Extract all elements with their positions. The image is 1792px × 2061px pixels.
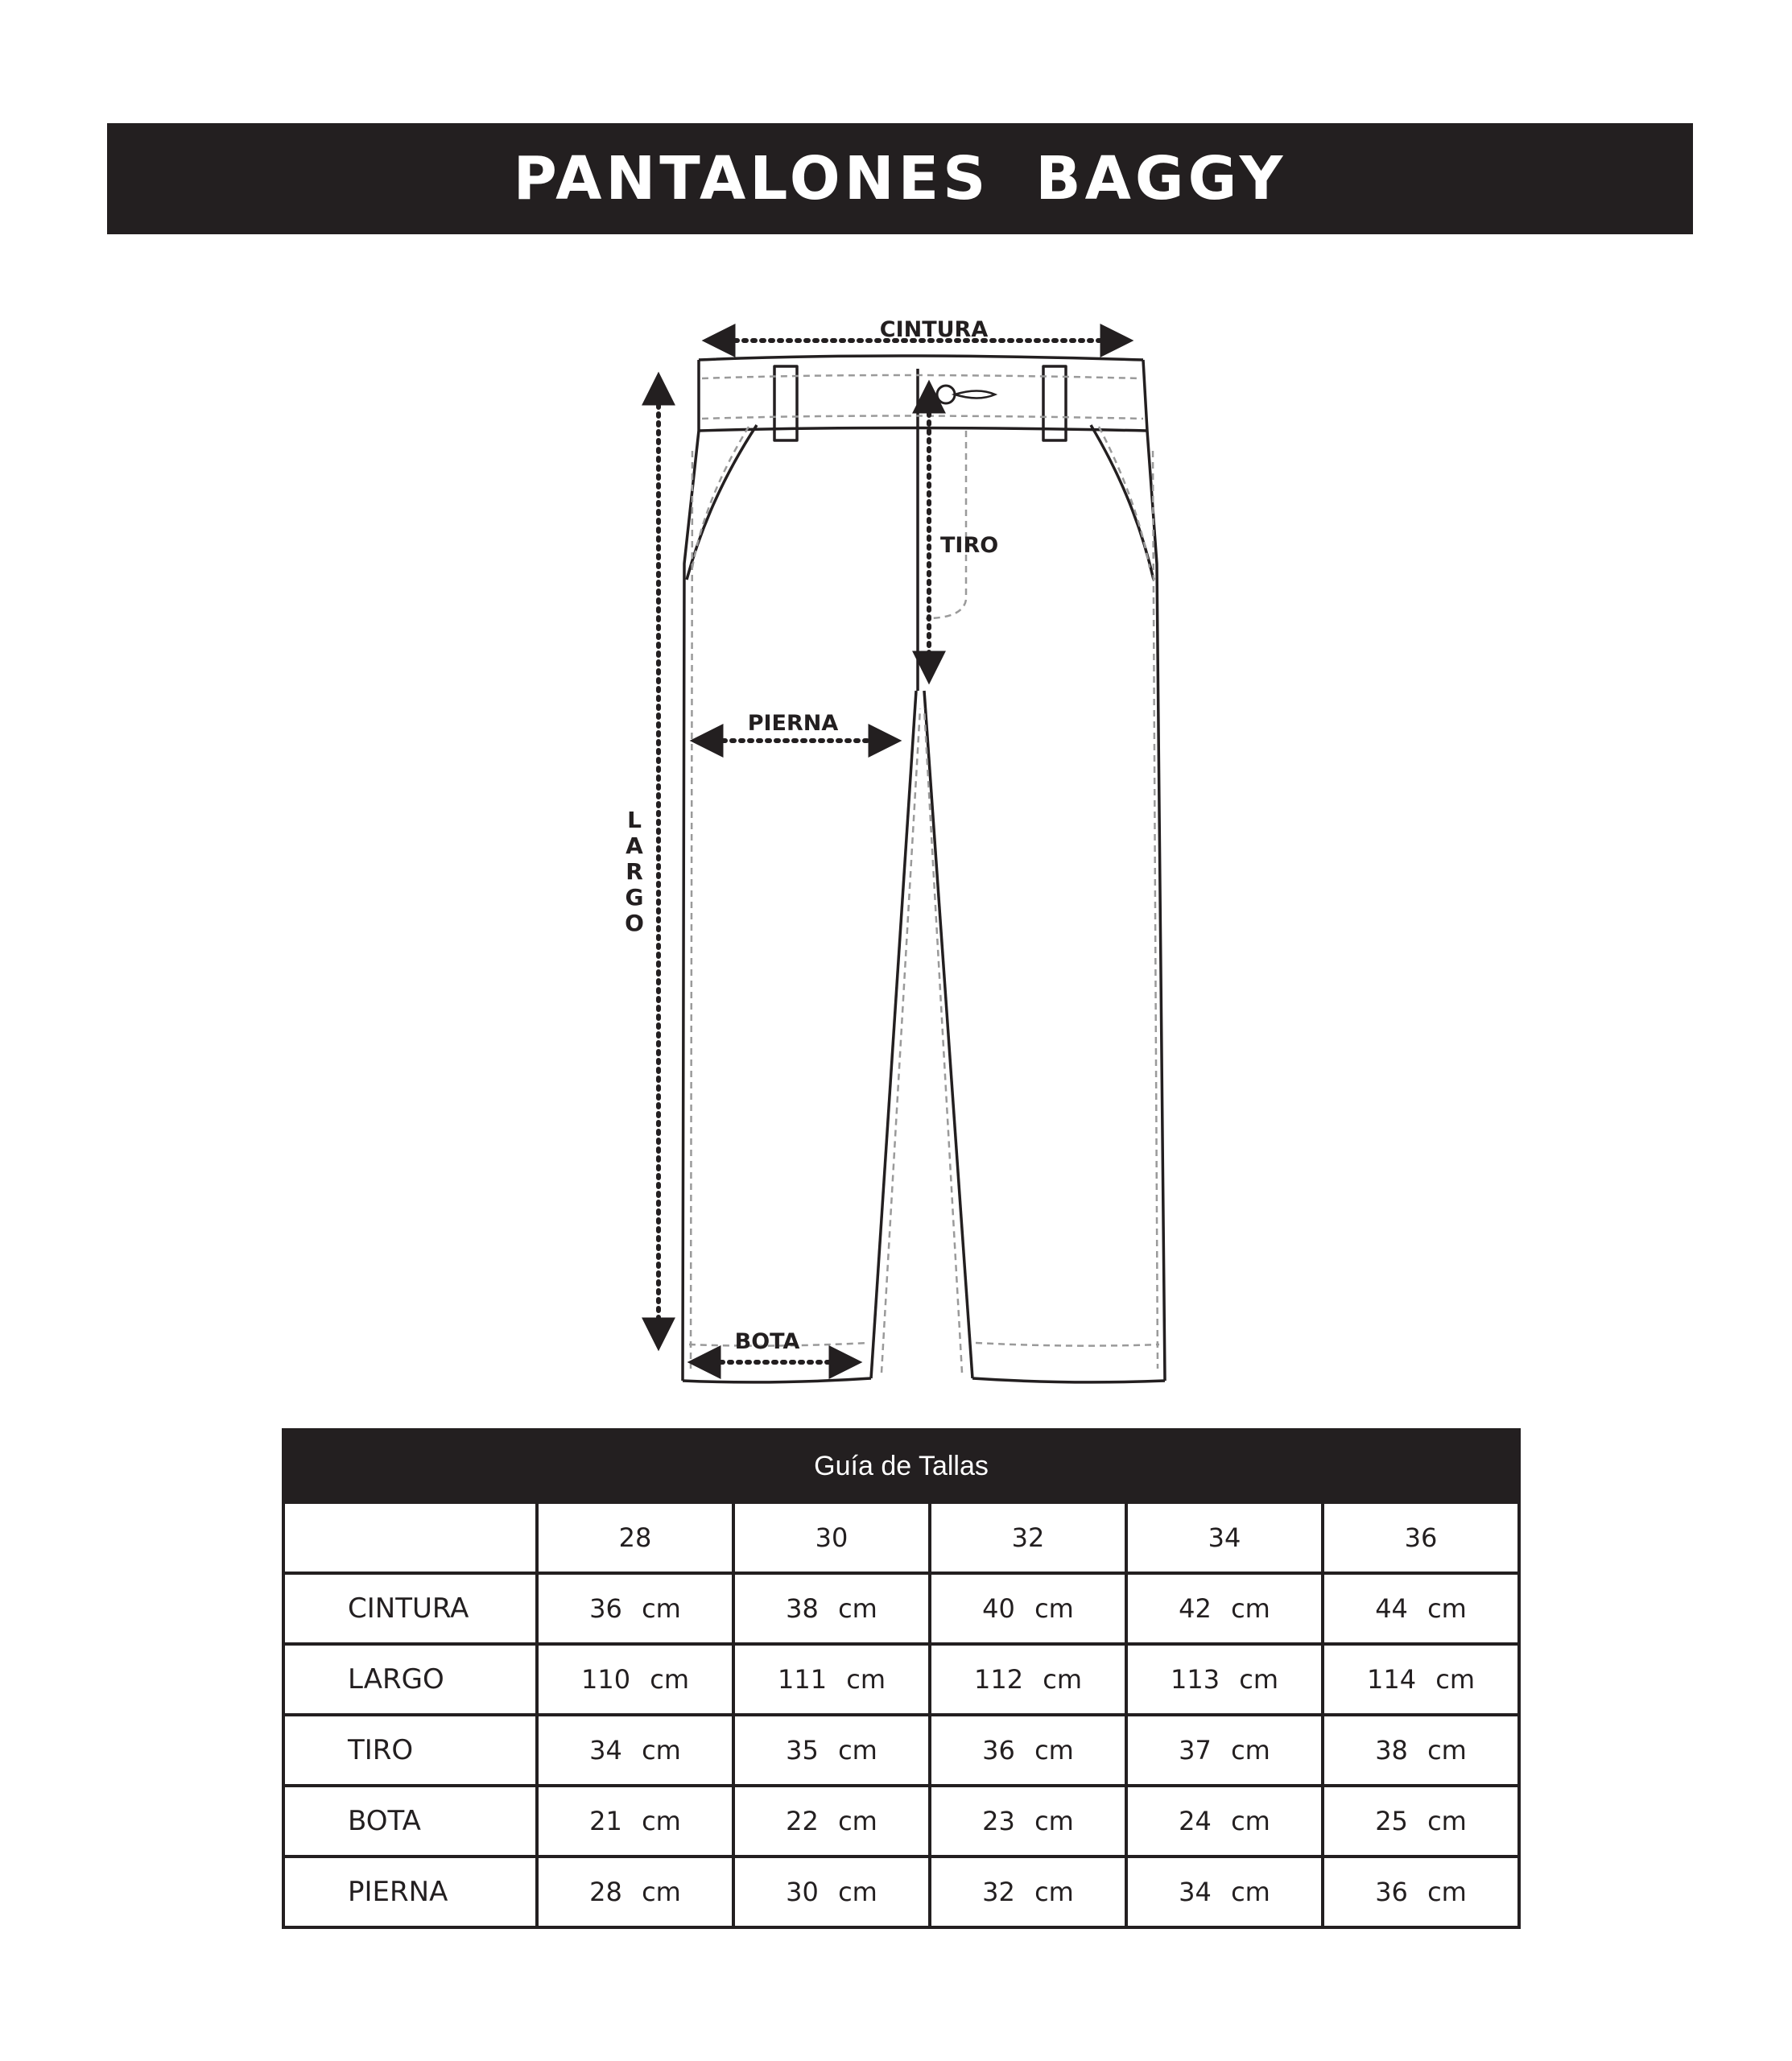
row-label: TIRO: [283, 1715, 537, 1786]
table-row: [283, 1786, 1519, 1857]
largo-label: L A R G O: [625, 807, 644, 936]
table-row: [283, 1573, 1519, 1644]
measure-cell: 28 cm: [537, 1857, 733, 1927]
measure-cell: 23 cm: [930, 1786, 1126, 1857]
measure-cell: 36 cm: [537, 1573, 733, 1644]
measure-cell: 112 cm: [930, 1644, 1126, 1715]
measure-cell: 111 cm: [733, 1644, 930, 1715]
measure-cell: 36 cm: [1323, 1857, 1519, 1927]
measure-cell: 25 cm: [1323, 1786, 1519, 1857]
size-header: 34: [1126, 1502, 1323, 1573]
size-header: 36: [1323, 1502, 1519, 1573]
measure-cell: 113 cm: [1126, 1644, 1323, 1715]
measure-cell: 34 cm: [1126, 1857, 1323, 1927]
measure-cell: 110 cm: [537, 1644, 733, 1715]
size-header: 30: [733, 1502, 930, 1573]
measurement-lines: [659, 341, 1127, 1362]
measure-cell: 37 cm: [1126, 1715, 1323, 1786]
table-row: [283, 1644, 1519, 1715]
measure-cell: 38 cm: [733, 1573, 930, 1644]
size-header: 32: [930, 1502, 1126, 1573]
row-label: CINTURA: [283, 1573, 537, 1644]
measure-cell: 38 cm: [1323, 1715, 1519, 1786]
measure-cell: 35 cm: [733, 1715, 930, 1786]
table-row: [283, 1715, 1519, 1786]
measure-cell: 30 cm: [733, 1857, 930, 1927]
measure-cell: 40 cm: [930, 1573, 1126, 1644]
row-label: LARGO: [283, 1644, 537, 1715]
measure-cell: 44 cm: [1323, 1573, 1519, 1644]
button-icon: [937, 386, 995, 403]
measure-cell: 42 cm: [1126, 1573, 1323, 1644]
measure-cell: 32 cm: [930, 1857, 1126, 1927]
bota-label: BOTA: [734, 1329, 800, 1354]
table-row: [283, 1857, 1519, 1927]
row-label: BOTA: [283, 1786, 537, 1857]
row-label: PIERNA: [283, 1857, 537, 1927]
cintura-label: CINTURA: [879, 317, 989, 342]
table-corner-cell: [283, 1502, 537, 1573]
measure-cell: 22 cm: [733, 1786, 930, 1857]
page-title: PANTALONES BAGGY: [513, 144, 1287, 213]
pants-stitching: [689, 375, 1159, 1373]
pierna-label: PIERNA: [747, 711, 839, 736]
measure-cell: 24 cm: [1126, 1786, 1323, 1857]
size-header-row: [283, 1502, 1519, 1573]
measure-cell: 34 cm: [537, 1715, 733, 1786]
size-guide-table: [282, 1428, 1521, 1929]
tiro-label: TIRO: [940, 533, 999, 558]
size-guide-title: Guía de Tallas: [283, 1430, 1519, 1502]
measure-cell: 114 cm: [1323, 1644, 1519, 1715]
pants-outline: [683, 356, 1165, 1382]
measure-cell: 36 cm: [930, 1715, 1126, 1786]
size-header: 28: [537, 1502, 733, 1573]
measure-cell: 21 cm: [537, 1786, 733, 1857]
